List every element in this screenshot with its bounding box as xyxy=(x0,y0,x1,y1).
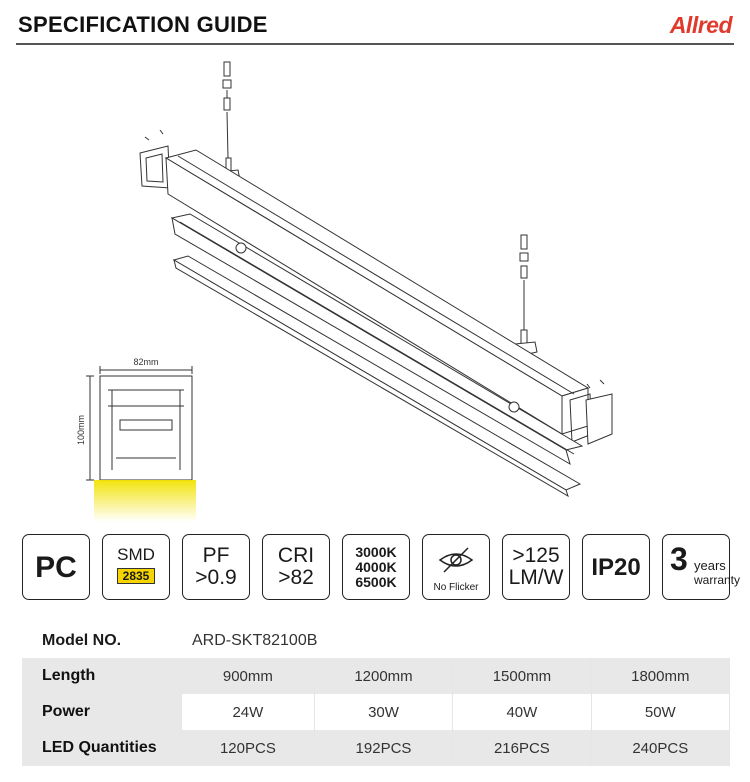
eye-slash-icon xyxy=(436,545,476,575)
page-title: SPECIFICATION GUIDE xyxy=(18,12,268,37)
width-dimension-label: 82mm xyxy=(133,357,159,367)
pf-label: PF xyxy=(202,544,230,567)
table-cell: 1500mm xyxy=(453,658,591,694)
smd-chip-badge xyxy=(102,534,170,600)
model-value: ARD-SKT82100B xyxy=(192,632,318,649)
material-pc-badge xyxy=(22,534,90,600)
cri-value: >82 xyxy=(278,566,314,589)
model-row xyxy=(22,624,730,658)
suspension-kit-right xyxy=(515,235,537,356)
warranty-years-number: 3 xyxy=(670,541,688,577)
model-label: Model NO. xyxy=(42,632,122,649)
power-factor-badge xyxy=(182,534,250,600)
table-cell: 24W xyxy=(182,694,315,730)
material-text: PC xyxy=(35,551,77,584)
cross-section xyxy=(86,366,192,480)
cct-badge xyxy=(342,534,410,600)
table-cell: 192PCS xyxy=(314,730,452,766)
pf-value: >0.9 xyxy=(195,566,237,589)
table-cell: 900mm xyxy=(182,658,315,694)
warranty-badge xyxy=(662,534,741,600)
cct-3000k: 3000K xyxy=(355,544,397,560)
table-cell: 40W xyxy=(453,694,591,730)
height-dimension-label: 100mm xyxy=(76,414,86,446)
table-cell: 1800mm xyxy=(591,658,729,694)
cct-4000k: 4000K xyxy=(355,559,397,575)
table-cell: 216PCS xyxy=(453,730,591,766)
end-cap-left xyxy=(140,130,170,188)
table-row xyxy=(22,730,730,766)
table-row xyxy=(22,694,730,730)
table-cell: 50W xyxy=(591,694,729,730)
smd-model-badge: 2835 xyxy=(117,568,156,584)
smd-text: SMD xyxy=(117,545,155,564)
cri-label: CRI xyxy=(277,544,315,567)
no-flicker-badge xyxy=(422,534,490,600)
spec-grid xyxy=(22,658,730,766)
ip-rating-text: IP20 xyxy=(591,554,641,581)
exploded-view-illustration xyxy=(0,50,750,525)
table-cell: 1200mm xyxy=(314,658,452,694)
ip-rating-badge xyxy=(582,534,650,600)
product-drawing xyxy=(0,50,750,525)
row-label: Length xyxy=(22,658,182,694)
table-cell: 240PCS xyxy=(591,730,729,766)
warranty-years-label: years xyxy=(694,558,726,573)
brand-logo: Allred xyxy=(669,12,732,38)
header-divider xyxy=(16,43,734,45)
cct-6500k: 6500K xyxy=(355,574,397,590)
table-row xyxy=(22,658,730,694)
table-cell: 30W xyxy=(314,694,452,730)
no-flicker-label: No Flicker xyxy=(433,582,479,593)
efficacy-unit: LM/W xyxy=(508,566,564,589)
cri-badge xyxy=(262,534,330,600)
row-label: LED Quantities xyxy=(22,730,182,766)
header xyxy=(0,0,750,48)
efficacy-value: >125 xyxy=(512,544,560,567)
efficacy-badge xyxy=(502,534,570,600)
table-cell: 120PCS xyxy=(182,730,315,766)
row-label: Power xyxy=(22,694,182,730)
warranty-label: warranty xyxy=(694,573,741,587)
feature-icons xyxy=(22,534,741,602)
led-light-beam xyxy=(94,480,196,522)
